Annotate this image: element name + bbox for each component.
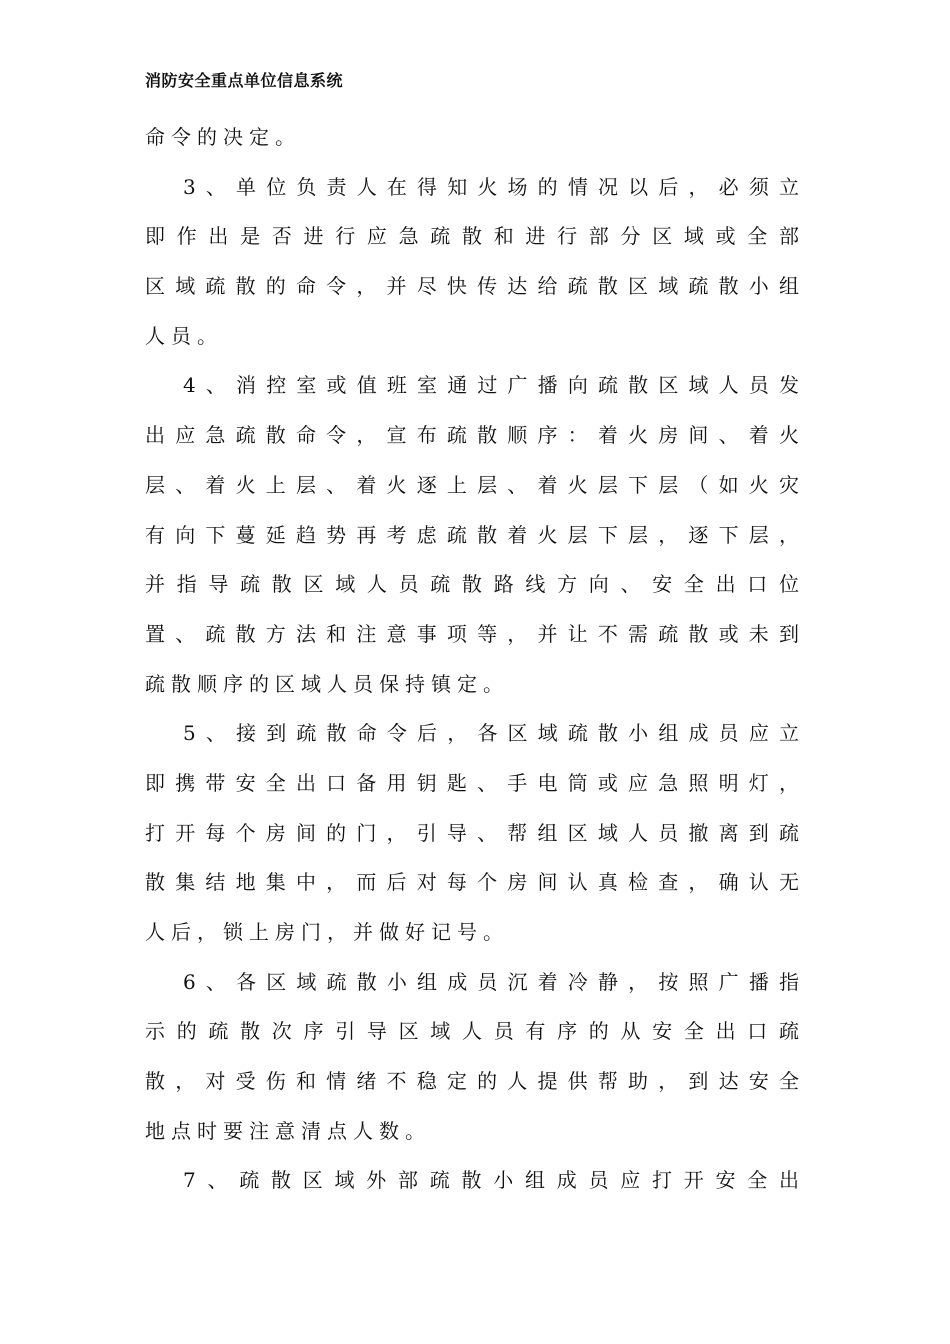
text-line: 置、疏散方法和注意事项等，并让不需疏散或未到 (145, 621, 799, 646)
text-line: 3、单位负责人在得知火场的情况以后，必须立 (183, 174, 799, 199)
text-line: 6、各区域疏散小组成员沉着冷静，按照广播指 (183, 969, 799, 994)
text-line: 出应急疏散命令，宣布疏散顺序：着火房间、着火 (145, 423, 799, 448)
text-line: 命令的决定。 (145, 125, 301, 149)
text-line: 并指导疏散区域人员疏散路线方向、安全出口位 (145, 572, 799, 597)
text-line: 即作出是否进行应急疏散和进行部分区域或全部 (145, 224, 799, 249)
text-line: 4、消控室或值班室通过广播向疏散区域人员发 (183, 373, 799, 398)
text-line: 散集结地集中，而后对每个房间认真检查，确认无 (145, 870, 799, 895)
page-header-title: 消防安全重点单位信息系统 (145, 71, 344, 90)
text-line: 人员。 (145, 323, 223, 348)
text-line: 7、疏散区域外部疏散小组成员应打开安全出 (183, 1168, 799, 1193)
text-line: 区域疏散的命令，并尽快传达给疏散区域疏散小组 (145, 274, 799, 299)
text-line: 示的疏散次序引导区域人员有序的从安全出口疏 (145, 1019, 799, 1044)
text-line: 即携带安全出口备用钥匙、手电筒或应急照明灯， (145, 770, 799, 795)
text-line: 人后，锁上房门，并做好记号。 (145, 920, 509, 944)
text-line: 有向下蔓延趋势再考虑疏散着火层下层，逐下层， (145, 522, 799, 547)
text-line: 层、着火上层、着火逐上层、着火层下层（如火灾 (145, 472, 799, 497)
document-body (145, 113, 799, 1206)
text-line: 打开每个房间的门，引导、帮组区域人员撤离到疏 (145, 820, 799, 845)
text-line: 疏散顺序的区域人员保持镇定。 (145, 671, 509, 696)
text-line: 散，对受伤和情绪不稳定的人提供帮助，到达安全 (145, 1069, 799, 1094)
text-line: 地点时要注意清点人数。 (145, 1118, 431, 1143)
text-line: 5、接到疏散命令后，各区域疏散小组成员应立 (183, 721, 799, 746)
